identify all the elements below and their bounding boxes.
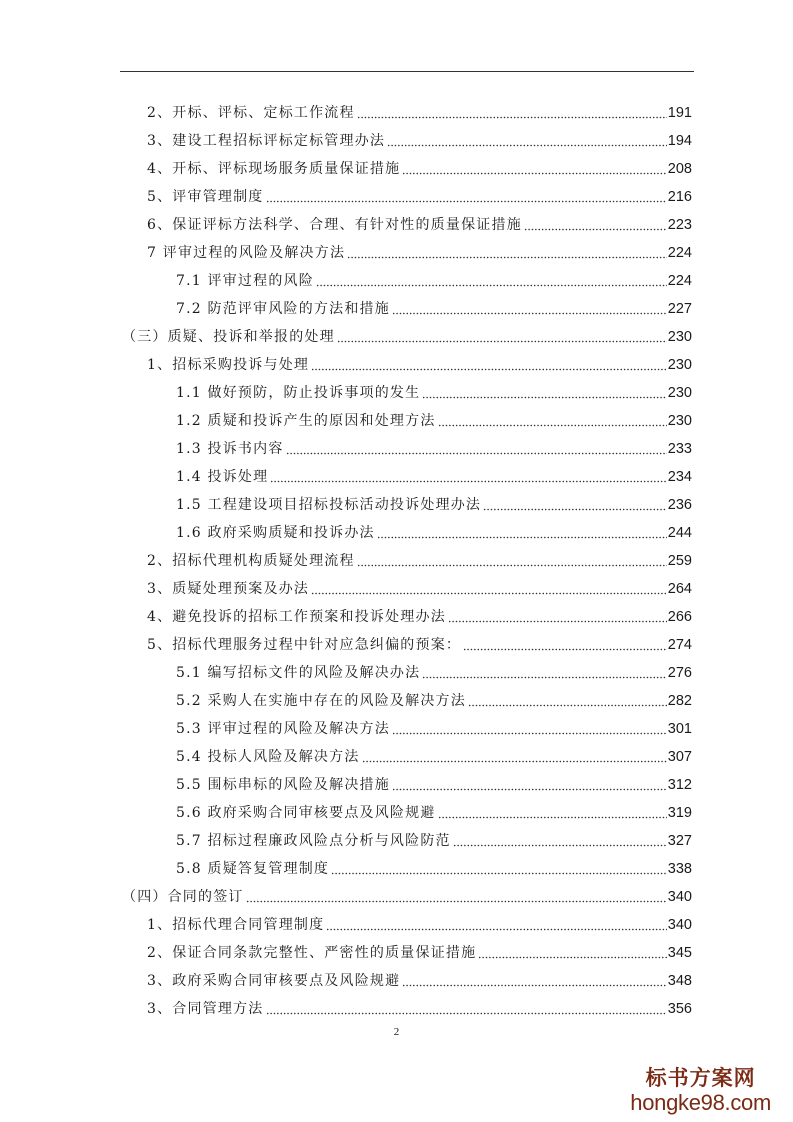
toc-entry-title: 3、合同管理方法 (147, 1001, 264, 1017)
toc-entry[interactable] (176, 263, 692, 291)
watermark-title: 标书方案网 (645, 1065, 756, 1090)
toc-entry-title: 5.6 政府采购合同审核要点及风险规避 (176, 805, 436, 821)
toc-entry[interactable] (147, 963, 692, 991)
toc-dot-leader (422, 661, 666, 681)
toc-entry-page: 307 (667, 749, 692, 765)
toc-entry-title: 1.6 政府采购质疑和投诉办法 (176, 525, 375, 541)
toc-entry[interactable] (147, 123, 692, 151)
toc-dot-leader (316, 269, 667, 289)
toc-dot-leader (311, 353, 667, 373)
toc-dot-leader (483, 493, 667, 513)
toc-entry-title: 5.1 编写招标文件的风险及解决办法 (176, 665, 421, 681)
toc-entry[interactable] (176, 403, 692, 431)
toc-entry-page: 230 (667, 385, 692, 401)
toc-entry[interactable] (147, 935, 692, 963)
toc-entry-title: 1.3 投诉书内容 (176, 441, 284, 457)
toc-entry[interactable] (147, 95, 692, 123)
toc-entry-title: 2、招标代理机构质疑处理流程 (147, 553, 355, 569)
toc-entry-title: 7.2 防范评审风险的方法和措施 (176, 301, 390, 317)
toc-dot-leader (362, 745, 667, 765)
toc-entry-page: 230 (667, 329, 692, 345)
toc-dot-leader (524, 213, 667, 233)
toc-entry[interactable] (176, 795, 692, 823)
toc-entry[interactable] (176, 739, 692, 767)
toc-dot-leader (270, 465, 666, 485)
toc-dot-leader (392, 717, 667, 737)
toc-entry-page: 224 (667, 273, 692, 289)
toc-entry-title: 3、建设工程招标评标定标管理办法 (147, 133, 386, 149)
toc-entry[interactable] (176, 431, 692, 459)
toc-entry-page: 274 (667, 637, 692, 653)
toc-entry-page: 312 (667, 777, 692, 793)
toc-entry-page: 340 (667, 889, 692, 905)
toc-dot-leader (246, 885, 667, 905)
toc-dot-leader (478, 941, 666, 961)
toc-dot-leader (438, 801, 667, 821)
toc-dot-leader (448, 605, 667, 625)
toc-dot-leader (347, 241, 667, 261)
toc-entry[interactable] (176, 655, 692, 683)
toc-entry[interactable] (176, 375, 692, 403)
toc-dot-leader (402, 157, 666, 177)
toc-dot-leader (286, 437, 667, 457)
toc-entry[interactable] (176, 711, 692, 739)
toc-entry-title: 5.3 评审过程的风险及解决方法 (176, 721, 390, 737)
toc-dot-leader (337, 325, 667, 345)
toc-entry-page: 194 (667, 133, 692, 149)
toc-entry[interactable] (147, 235, 692, 263)
toc-entry-page: 234 (667, 469, 692, 485)
page-number: 2 (393, 1026, 400, 1038)
toc-entry-title: 2、开标、评标、定标工作流程 (147, 105, 355, 121)
toc-entry-page: 338 (667, 861, 692, 877)
toc-entry-title: （四）合同的签订 (122, 889, 244, 905)
toc-entry-title: 6、保证评标方法科学、合理、有针对性的质量保证措施 (147, 217, 522, 233)
toc-entry[interactable] (147, 907, 692, 935)
toc-entry[interactable] (176, 823, 692, 851)
toc-entry-title: 4、避免投诉的招标工作预案和投诉处理办法 (147, 609, 446, 625)
toc-entry[interactable] (176, 459, 692, 487)
toc-entry-page: 208 (667, 161, 692, 177)
toc-entry[interactable] (147, 207, 692, 235)
toc-entry[interactable] (176, 487, 692, 515)
toc-entry-title: 1.5 工程建设项目招标投标活动投诉处理办法 (176, 497, 482, 513)
toc-entry-title: 3、质疑处理预案及办法 (147, 581, 310, 597)
toc-dot-leader (438, 409, 667, 429)
toc-entry[interactable] (176, 683, 692, 711)
toc-dot-leader (463, 633, 667, 653)
toc-entry-page: 301 (667, 721, 692, 737)
toc-dot-leader (326, 913, 666, 933)
toc-entry-title: 5.8 质疑答复管理制度 (176, 861, 330, 877)
toc-entry-page: 348 (667, 973, 692, 989)
toc-entry[interactable] (147, 151, 692, 179)
toc-entry[interactable] (147, 627, 692, 655)
toc-entry-page: 223 (667, 217, 692, 233)
toc-entry-page: 266 (667, 609, 692, 625)
toc-entry[interactable] (176, 767, 692, 795)
toc-entry-title: 1.4 投诉处理 (176, 469, 269, 485)
toc-entry-page: 259 (667, 553, 692, 569)
toc-entry-title: 1.1 做好预防，防止投诉事项的发生 (176, 385, 421, 401)
toc-entry-page: 264 (667, 581, 692, 597)
toc-dot-leader (422, 381, 666, 401)
toc-dot-leader (357, 549, 667, 569)
toc-entry-title: 5、评审管理制度 (147, 189, 264, 205)
toc-entry[interactable] (147, 179, 692, 207)
toc-entry-page: 224 (667, 245, 692, 261)
toc-dot-leader (266, 997, 667, 1017)
toc-entry-title: 5.7 招标过程廉政风险点分析与风险防范 (176, 833, 451, 849)
toc-entry-title: 5、招标代理服务过程中针对应急纠偏的预案： (147, 637, 462, 653)
toc-entry[interactable] (122, 319, 692, 347)
toc-entry-page: 319 (667, 805, 692, 821)
toc-dot-leader (266, 185, 667, 205)
toc-entry-page: 356 (667, 1001, 692, 1017)
toc-entry-title: 1.2 质疑和投诉产生的原因和处理方法 (176, 413, 436, 429)
toc-entry[interactable] (147, 991, 692, 1019)
toc-dot-leader (453, 829, 667, 849)
toc-entry[interactable] (176, 515, 692, 543)
toc-entry-title: 7.1 评审过程的风险 (176, 273, 314, 289)
toc-entry[interactable] (147, 543, 692, 571)
toc-entry-page: 244 (667, 525, 692, 541)
toc-dot-leader (357, 101, 667, 121)
toc-entry[interactable] (147, 347, 692, 375)
toc-entry-page: 227 (667, 301, 692, 317)
toc-dot-leader (392, 297, 667, 317)
toc-entry-page: 236 (667, 497, 692, 513)
toc-entry-title: 1、招标采购投诉与处理 (147, 357, 310, 373)
toc-entry-page: 191 (667, 105, 692, 121)
toc-dot-leader (402, 969, 666, 989)
toc-dot-leader (377, 521, 667, 541)
toc-dot-leader (392, 773, 667, 793)
toc-entry-title: （三）质疑、投诉和举报的处理 (122, 329, 335, 345)
toc-entry-page: 276 (667, 665, 692, 681)
toc-dot-leader (331, 857, 667, 877)
toc-entry-title: 4、开标、评标现场服务质量保证措施 (147, 161, 401, 177)
toc-entry-title: 5.5 围标串标的风险及解决措施 (176, 777, 390, 793)
watermark (630, 1066, 771, 1116)
toc-entry[interactable] (176, 851, 692, 879)
toc-entry-page: 230 (667, 357, 692, 373)
toc-entry-title: 2、保证合同条款完整性、严密性的质量保证措施 (147, 945, 477, 961)
toc-entry-page: 340 (667, 917, 692, 933)
toc-entry-title: 3、政府采购合同审核要点及风险规避 (147, 973, 401, 989)
toc-entry-title: 5.2 采购人在实施中存在的风险及解决方法 (176, 693, 466, 709)
toc-entry[interactable] (147, 599, 692, 627)
toc-dot-leader (311, 577, 667, 597)
toc-entry-page: 327 (667, 833, 692, 849)
toc-entry[interactable] (122, 879, 692, 907)
toc-entry-title: 7 评审过程的风险及解决方法 (147, 245, 346, 261)
toc-dot-leader (387, 129, 667, 149)
toc-entry-title: 1、招标代理合同管理制度 (147, 917, 325, 933)
toc-entry-page: 282 (667, 693, 692, 709)
toc-entry-page: 233 (667, 441, 692, 457)
toc-dot-leader (468, 689, 667, 709)
toc-entry[interactable] (176, 291, 692, 319)
watermark-url: hongke98.com (630, 1090, 771, 1115)
header-rule (120, 71, 694, 72)
toc-entry-page: 216 (667, 189, 692, 205)
toc-entry-title: 5.4 投标人风险及解决方法 (176, 749, 360, 765)
toc-entry-page: 345 (667, 945, 692, 961)
toc-entry[interactable] (147, 571, 692, 599)
toc-entry-page: 230 (667, 413, 692, 429)
